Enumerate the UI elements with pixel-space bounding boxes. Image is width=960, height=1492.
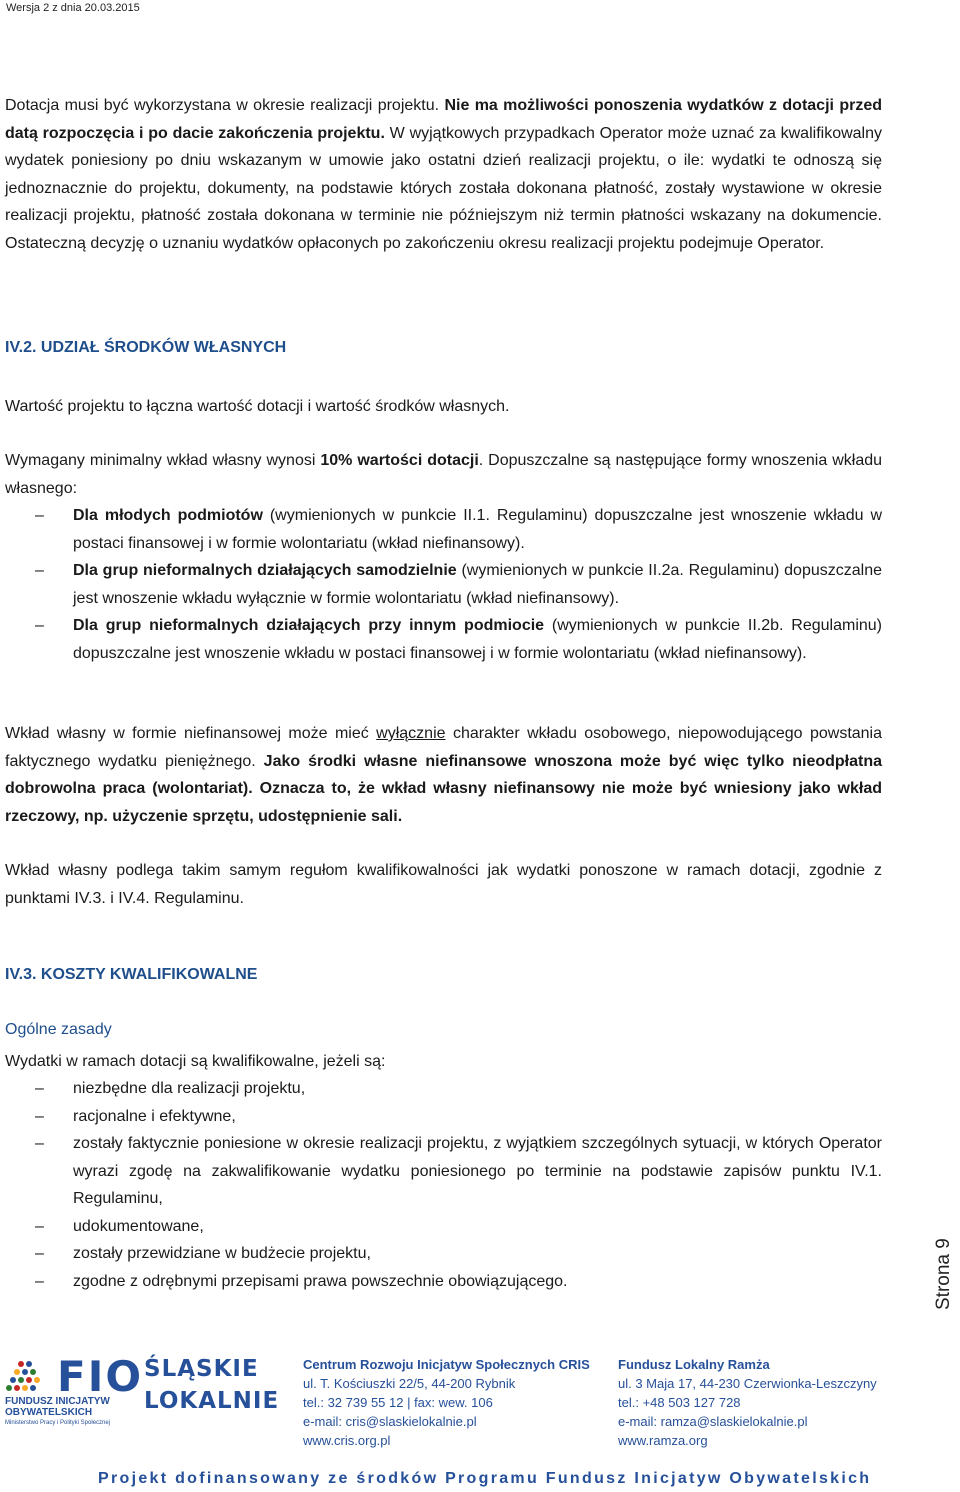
list-item <box>5 612 882 667</box>
para1-bold: Nie ma możliwości ponoszenia wydatków z dotacji przed datą rozpoczęcia i po dacie zakończenia projektu. <box>5 97 882 142</box>
paragraph-wklad-niefinansowy <box>5 720 882 830</box>
contact-phone: tel.: 32 739 55 12 | fax: wew. 106 <box>303 1395 493 1410</box>
dash-bullet: – <box>35 1217 44 1235</box>
contact-address: ul. T. Kościuszki 22/5, 44-200 Rybnik <box>303 1376 516 1391</box>
dash-bullet: – <box>35 1080 44 1097</box>
slaskie-lokalnie-logo <box>138 1356 278 1422</box>
paragraph-wymagany-wklad <box>5 447 882 502</box>
contact-www[interactable]: www.ramza.org <box>618 1433 708 1448</box>
paragraph-kwalifikowalnosc: Wkład własny podlega takim samym regułom kwalifikowalności jak wydatki ponoszone w ramach dotacji, zgodnie z punktami IV.3. i IV.4. Regulaminu. <box>5 862 882 907</box>
list-item <box>5 1130 882 1213</box>
list-item-bold: Dla grup nieformalnych działających samodzielnie <box>73 562 457 579</box>
dash-bullet: – <box>35 1245 44 1262</box>
sl-line2: LOKALNIE <box>144 1388 280 1414</box>
list-eligibility-conditions <box>5 1075 882 1295</box>
list-forms-of-contribution <box>5 502 882 667</box>
paragraph-dotacja <box>5 92 882 257</box>
contact-www[interactable]: www.cris.org.pl <box>303 1433 391 1448</box>
fio-name-line2: OBYWATELSKICH <box>5 1407 93 1418</box>
fio-name <box>5 1396 110 1418</box>
list-item-text: (wymienionych w punkcie II.2a. Regulaminu) dopuszczalne jest wnoszenie wkładu wyłącznie w formie wolontariatu (wkład niefinansowy). <box>73 562 882 607</box>
list-item-text: niezbędne dla realizacji projektu, <box>73 1080 306 1097</box>
list-item-bold: Dla młodych podmiotów <box>73 507 263 524</box>
list-item-text: (wymienionych w punkcie II.2b. Regulaminu) dopuszczalne jest wnoszenie wkładu w postaci finansowej i w formie wolontariatu (wkład niefinansowy). <box>73 617 882 662</box>
dash-bullet: – <box>35 1135 44 1152</box>
list-item-bold: Dla grup nieformalnych działających przy innym podmiocie <box>73 617 545 634</box>
list-item-text: zgodne z odrębnymi przepisami prawa powszechnie obowiązującego. <box>73 1272 568 1290</box>
para4-text-a: Wkład własny w formie niefinansowej może mieć <box>5 725 377 742</box>
dash-bullet: – <box>35 562 44 579</box>
list-item-text: racjonalne i efektywne, <box>73 1107 236 1125</box>
page-number: Strona 9 <box>933 1238 954 1310</box>
list-item <box>5 1103 882 1131</box>
footer-funding-note: Projekt dofinansowany ze środków Programu Fundusz Inicjatyw Obywatelskich <box>98 1470 872 1487</box>
list-item <box>5 1075 882 1103</box>
list-item-text: udokumentowane, <box>73 1217 204 1235</box>
list-item-text: zostały przewidziane w budżecie projektu, <box>73 1245 371 1262</box>
fio-name-line1: FUNDUSZ INICJATYW <box>5 1396 110 1407</box>
paragraph-wartosc: Wartość projektu to łączna wartość dotacji i wartość środków własnych. <box>5 398 510 415</box>
sl-line1: ŚLĄSKIE <box>144 1356 259 1382</box>
subsection-title: Ogólne zasady <box>5 1021 112 1038</box>
fio-wordmark: FIO <box>57 1352 144 1401</box>
para3-bold: 10% wartości dotacji <box>320 452 479 469</box>
section-title-koszty: IV.3. KOSZTY KWALIFIKOWALNE <box>5 966 258 983</box>
fio-dots-icon <box>5 1358 41 1392</box>
contact-name: Centrum Rozwoju Inicjatyw Społecznych CRIS <box>303 1357 590 1372</box>
para3-text-a: Wymagany minimalny wkład własny wynosi <box>5 452 321 469</box>
paragraph-wydatki: Wydatki w ramach dotacji są kwalifikowalne, jeżeli są: <box>5 1053 386 1070</box>
fio-ministry: Ministerstwo Pracy i Polityki Społecznej <box>5 1420 111 1426</box>
para3-text-c: . Dopuszczalne są następujące formy wnoszenia wkładu własnego: <box>5 452 883 497</box>
para4-bold: Jako środki własne niefinansowe wnoszona może być więc tylko nieodpłatna dobrowolna praca (wolontariat). Oznacza to, że wkład własny niefinansowy nie może być wniesiony jako wkład rzeczowy, np. użyczenie sprzętu, udostępnienie sali. <box>5 752 883 825</box>
para1-text-a: Dotacja musi być wykorzystana w okresie realizacji projektu. <box>5 97 445 114</box>
contact-name: Fundusz Lokalny Ramża <box>618 1357 770 1372</box>
para4-underlined: wyłącznie <box>376 725 446 742</box>
contact-phone: tel.: +48 503 127 728 <box>618 1395 741 1410</box>
dash-bullet: – <box>35 1272 44 1290</box>
dash-bullet: – <box>35 617 44 634</box>
footer-logos <box>5 1352 285 1427</box>
list-item <box>5 557 882 612</box>
contact-ramza <box>618 1355 877 1450</box>
para4-text-c: charakter wkładu osobowego, niepowodującego powstania faktycznego wydatku pieniężnego. <box>5 725 883 770</box>
contact-cris <box>303 1355 590 1450</box>
section-title-udzial: IV.2. UDZIAŁ ŚRODKÓW WŁASNYCH <box>5 339 287 356</box>
list-item-text: (wymienionych w punkcie II.1. Regulaminu) dopuszczalne jest wnoszenie wkładu w postaci finansowej i w formie wolontariatu (wkład niefinansowy). <box>73 507 883 552</box>
list-item <box>5 1268 882 1296</box>
contact-address: ul. 3 Maja 17, 44-230 Czerwionka-Leszczyny <box>618 1376 877 1391</box>
contact-email[interactable]: e-mail: ramza@slaskielokalnie.pl <box>618 1414 808 1429</box>
list-item-text: zostały faktycznie poniesione w okresie realizacji projektu, z wyjątkiem szczególnych sytuacji, w których Operator wyrazi zgodę na zakwalifikowanie wydatku poniesionego po terminie na podstawie zapisów punktu IV.1. Regulaminu, <box>73 1135 882 1207</box>
fio-logo <box>5 1352 144 1427</box>
para1-text-c: W wyjątkowych przypadkach Operator może uznać za kwalifikowalny wydatek poniesiony po dniu wskazanym w umowie jako ostatni dzień realizacji projektu, o ile: wydatki te odnoszą się jednoznacznie do projektu, dokumenty, na podstawie których została dokonana płatność, zostały wystawione w okresie realizacji projektu, płatność została dokonana w terminie nie późniejszym niż termin płatności wskazany na dokumencie. Ostateczną decyzję o uznaniu wydatków opłaconych po zakończeniu okresu realizacji projektu podejmuje Operator. <box>5 124 882 252</box>
contact-email[interactable]: e-mail: cris@slaskielokalnie.pl <box>303 1414 477 1429</box>
dash-bullet: – <box>35 507 44 524</box>
dash-bullet: – <box>35 1107 44 1125</box>
list-item <box>5 1213 882 1241</box>
version-header: Wersja 2 z dnia 20.03.2015 <box>6 2 140 14</box>
list-item <box>5 1240 882 1268</box>
list-item <box>5 502 882 557</box>
